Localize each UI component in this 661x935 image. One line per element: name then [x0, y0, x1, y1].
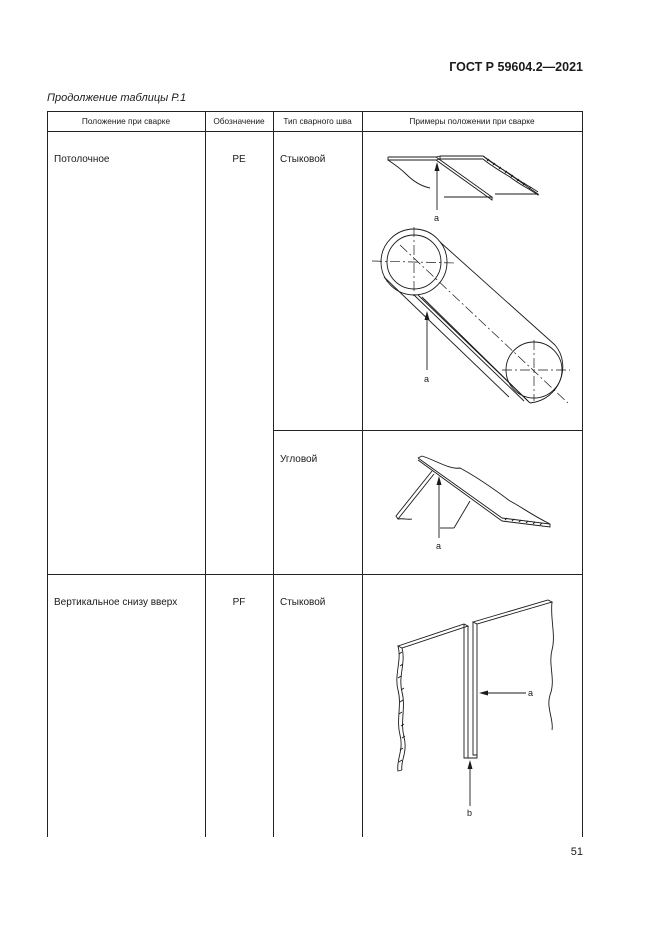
column-header-position: Положение при сварке — [81, 116, 171, 126]
label-a-plates: a — [434, 213, 440, 223]
column-header-seam-type: Тип сварного шва — [283, 116, 352, 126]
overhead-butt-pipes-figure — [370, 225, 580, 425]
page-number: 51 — [570, 846, 583, 858]
label-a-vertical: a — [528, 688, 534, 698]
table-continuation-caption: Продолжение таблицы Р.1 — [47, 92, 187, 104]
overhead-butt-plates-figure — [370, 140, 580, 225]
label-a-pipes: a — [424, 374, 430, 384]
cell-position-overhead: Потолочное — [54, 154, 110, 165]
column-header-designation: Обозначение — [213, 116, 265, 126]
cell-designation-pf: PF — [232, 597, 246, 608]
column-header-examples: Примеры положении при сварке — [409, 116, 535, 126]
cell-designation-pe: PE — [232, 154, 246, 165]
label-b-vertical: b — [467, 808, 473, 818]
vertical-up-butt-figure — [380, 590, 580, 830]
label-a-fillet: a — [436, 541, 442, 551]
document-code: ГОСТ Р 59604.2—2021 — [449, 60, 583, 74]
cell-position-vertical-up: Вертикальное снизу вверх — [54, 597, 178, 608]
cell-seam-type-butt-2: Стыковой — [280, 597, 326, 608]
overhead-fillet-figure — [380, 446, 580, 556]
cell-seam-type-fillet: Угловой — [280, 454, 318, 465]
cell-seam-type-butt: Стыковой — [280, 154, 326, 165]
